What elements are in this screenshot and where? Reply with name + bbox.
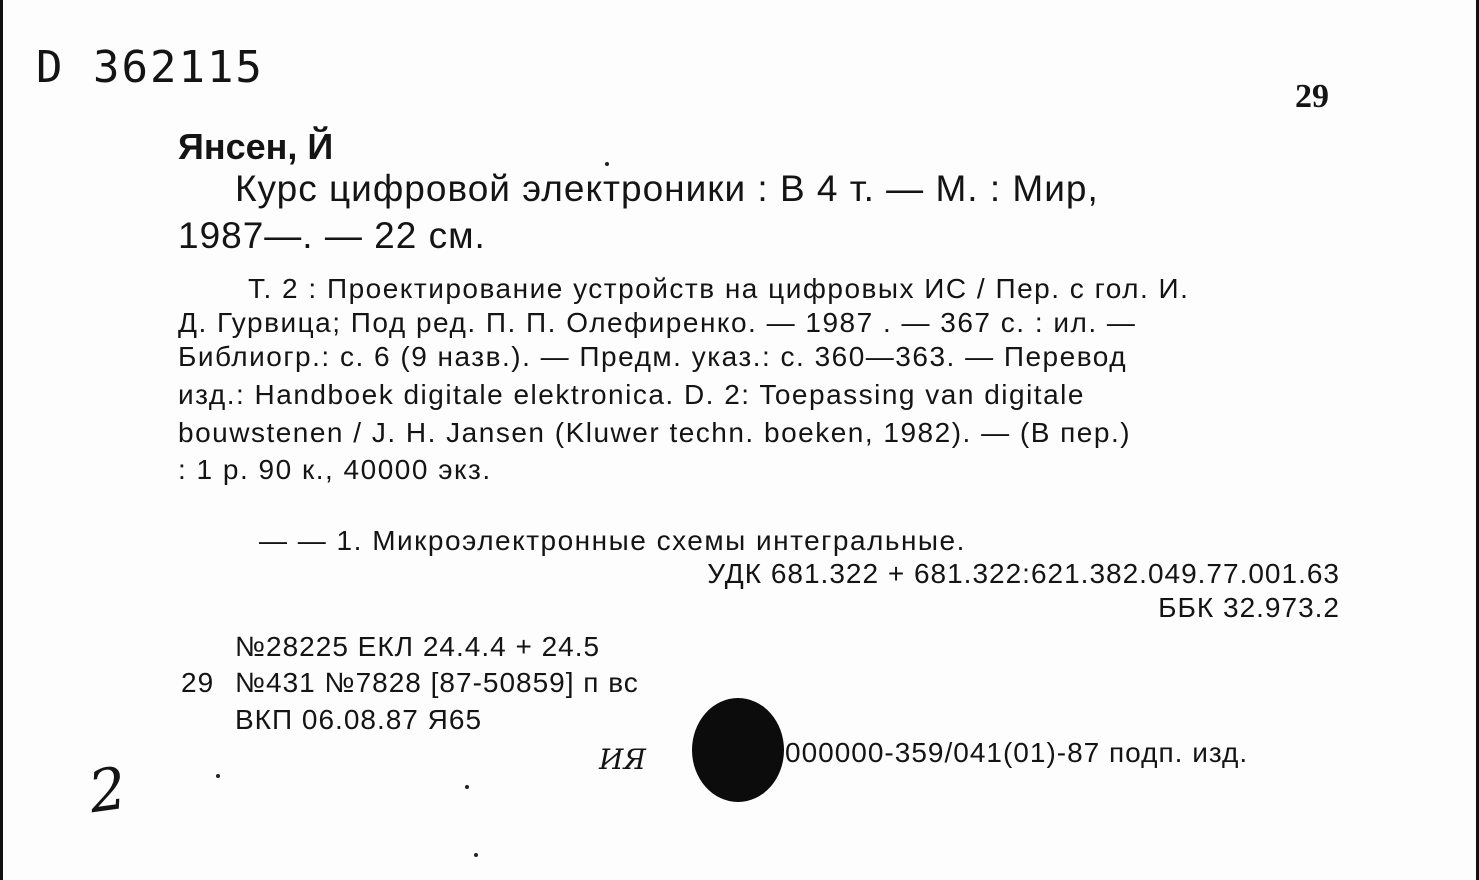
footer-code: 000000-359/041(01)-87 подп. изд.: [785, 737, 1249, 768]
volume-line-1: Т. 2 : Проектирование устройств на цифровых ИС / Пер. с гол. И.: [248, 273, 1190, 304]
punch-hole: [692, 698, 784, 802]
bbk-classification: ББК 32.973.2: [1158, 592, 1340, 623]
handwritten-signature: 2: [84, 753, 131, 827]
tech-line-1: №28225 ЕКЛ 24.4.4 + 24.5: [235, 631, 601, 662]
ink-speck: [474, 853, 478, 857]
volume-line-5: bouwstenen / J. H. Jansen (Kluwer techn. boeken, 1982). — (В пер.): [178, 417, 1132, 448]
tech-line-2: №431 №7828 [87-50859] п вс: [235, 667, 639, 698]
volume-line-4: изд.: Handboek digitale elektronica. D. 2: Toepassing van digitale: [178, 379, 1085, 410]
volume-line-2: Д. Гурвица; Под ред. П. П. Олефиренко. — 1987 . — 367 с. : ил. —: [178, 307, 1137, 338]
udk-classification: УДК 681.322 + 681.322:621.382.049.77.001.63: [707, 558, 1340, 589]
ink-speck: [465, 785, 469, 789]
ink-speck: [216, 774, 220, 778]
tech-line-3: ВКП 06.08.87 Я65: [235, 704, 483, 735]
subject-heading: — — 1. Микроэлектронные схемы интегральные.: [259, 525, 966, 556]
title-line-2: 1987—. — 22 см.: [178, 215, 486, 256]
author-heading: Янсен, Й: [178, 126, 334, 167]
page-number: 29: [1295, 78, 1329, 115]
ink-speck: [605, 162, 609, 166]
accession-stamp: D 362115: [36, 42, 264, 93]
volume-line-6: : 1 р. 90 к., 40000 экз.: [178, 454, 492, 485]
handwritten-mark: ИЯ: [599, 743, 647, 776]
tech-prefix: 29: [181, 667, 215, 698]
title-line-1: Курс цифровой электроники : В 4 т. — М. : Мир,: [235, 168, 1099, 209]
volume-line-3: Библиогр.: с. 6 (9 назв.). — Предм. указ.: с. 360—363. — Перевод: [178, 341, 1128, 372]
